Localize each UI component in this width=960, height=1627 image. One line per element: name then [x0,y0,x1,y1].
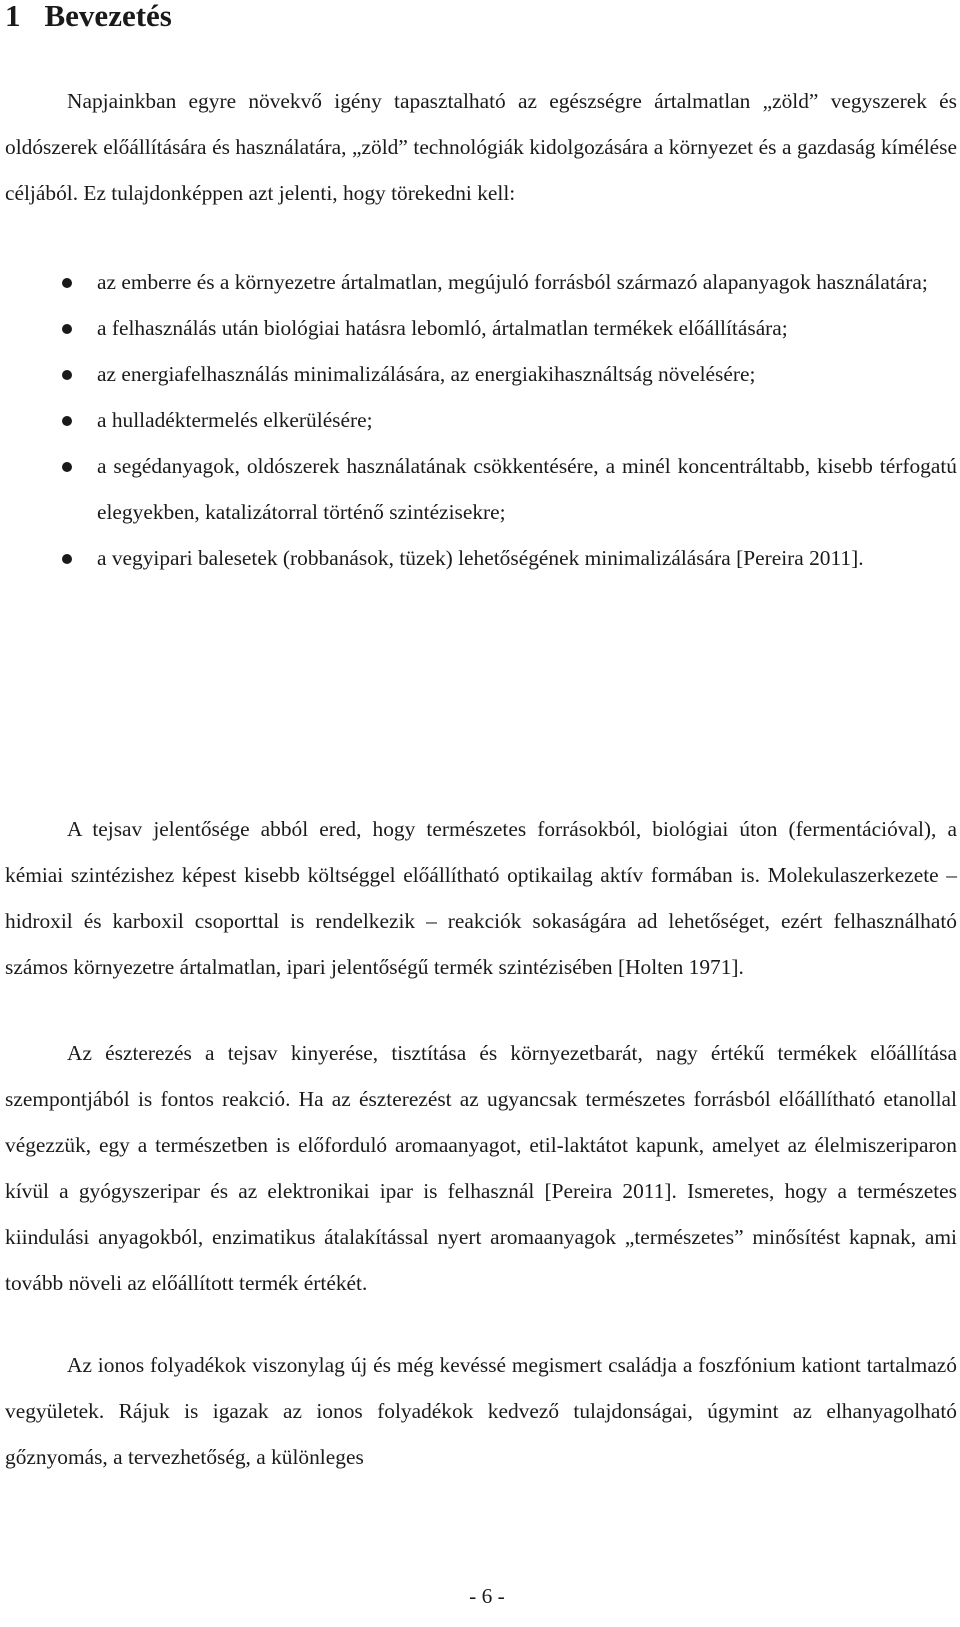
bullet-icon [62,554,72,564]
paragraph-esterification: Az észterezés a tejsav kinyerése, tisztítása és környezetbarát, nagy értékű termékek előállítása szempontjából is fontos reakció. Ha az észterezést az ugyancsak természetes forrásból előállítható etanollal végezzük, egy a természetben is előforduló aromaanyagot, etil-laktátot kapunk, amelyet az élelmiszeriparon kívül a gyógyszeripar és az elektronikai ipar is felhasznál [Pereira 2011]. Ismeretes, hogy a természetes kiindulási anyagokból, enzimatikus átalakítással nyert aromaanyagok „természetes” minősítést kapnak, ami tovább növeli az előállított termék értékét. [5,1041,957,1295]
requirements-list [5,259,957,581]
bullet-icon [62,278,72,288]
list-item [5,305,957,351]
list-item [5,535,957,581]
list-item [5,351,957,397]
list-item [5,443,957,535]
page-number: - 6 - [469,1584,505,1608]
page-footer [5,1581,957,1611]
bullet-icon [62,324,72,334]
list-item-text: a hulladéktermelés elkerülésére; [97,408,373,432]
list-item-text: az energiafelhasználás minimalizálására, az energiakihasználtság növelésére; [97,362,756,386]
bullet-icon [62,416,72,426]
list-item-text: az emberre és a környezetre ártalmatlan, megújuló forrásból származó alapanyagok használatára; [97,270,928,294]
intro-paragraph: Napjainkban egyre növekvő igény tapasztalható az egészségre ártalmatlan „zöld” vegyszerek és oldószerek előállítására és használatára, „zöld” technológiák kidolgozására a környezet és a gazdaság kímélése céljából. Ez tulajdonképpen azt jelenti, hogy törekedni kell: [5,89,957,205]
bullet-icon [62,370,72,380]
section-heading [5,0,172,36]
list-item-text: a vegyipari balesetek (robbanások, tüzek) lehetőségének minimalizálására [Pereira 2011]. [97,546,864,570]
paragraph-lactic-acid: A tejsav jelentősége abból ered, hogy természetes forrásokból, biológiai úton (fermentációval), a kémiai szintézishez képest kisebb költséggel előállítható optikailag aktív formában is. Molekulaszerkezete – hidroxil és karboxil csoporttal is rendelkezik – reakciók sokaságára ad lehetőséget, ezért felhasználható számos környezetre ártalmatlan, ipari jelentőségű termék szintézisében [Holten 1971]. [5,817,957,979]
list-item-text: a segédanyagok, oldószerek használatának csökkentésére, a minél koncentráltabb, kisebb térfogatú elegyekben, katalizátorral történő szintézisekre; [97,454,957,524]
list-item [5,259,957,305]
list-item-text: a felhasználás után biológiai hatásra lebomló, ártalmatlan termékek előállítására; [97,316,788,340]
section-number: 1 [5,0,21,33]
paragraph-ionic-liquids: Az ionos folyadékok viszonylag új és még kevéssé megismert családja a foszfónium kationt tartalmazó vegyületek. Rájuk is igazak az ionos folyadékok kedvező tulajdonságai, úgymint az elhanyagolható gőznyomás, a tervezhetőség, a különleges [5,1353,957,1469]
bullet-icon [62,462,72,472]
list-item [5,397,957,443]
section-title: Bevezetés [44,0,172,33]
